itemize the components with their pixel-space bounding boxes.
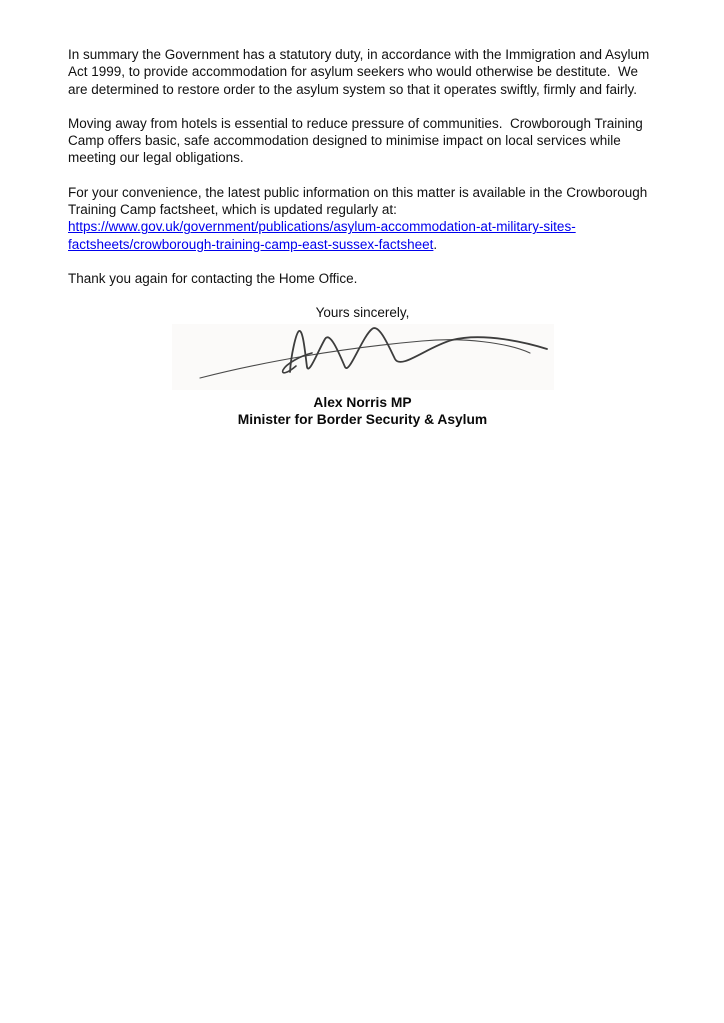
letter-body: [68, 46, 657, 429]
handwritten-signature-icon: [172, 324, 554, 390]
paragraph-statutory-duty: In summary the Government has a statutory duty, in accordance with the Immigration and Asylum Act 1999, to provide accommodation for asylum seekers who would otherwise be destitute. We are determined to restore order to the asylum system so that it operates swiftly, firmly and fairly.: [68, 47, 653, 97]
paragraph-factsheet: [68, 184, 657, 253]
factsheet-link[interactable]: https://www.gov.uk/government/publications/asylum-accommodation-at-military-sites-factsheets/crowborough-training-camp-east-sussex-factsheet: [68, 219, 576, 252]
paragraph-hotels: Moving away from hotels is essential to reduce pressure of communities. Crowborough Training Camp offers basic, safe accommodation designed to minimise impact on local services while meeting our legal obligations.: [68, 115, 647, 166]
signature-image: [172, 324, 554, 390]
valediction: Yours sincerely,: [315, 305, 410, 321]
factsheet-lead-text: For your convenience, the latest public information on this matter is available in the Crowborough Training Camp factsheet, which is updated regularly at:: [68, 184, 651, 218]
signatory-name: Alex Norris MP: [313, 394, 412, 410]
paragraph-thanks: Thank you again for contacting the Home Office.: [68, 270, 358, 286]
signatory-title: Minister for Border Security & Asylum: [237, 412, 488, 428]
factsheet-after-link: .: [433, 236, 438, 252]
